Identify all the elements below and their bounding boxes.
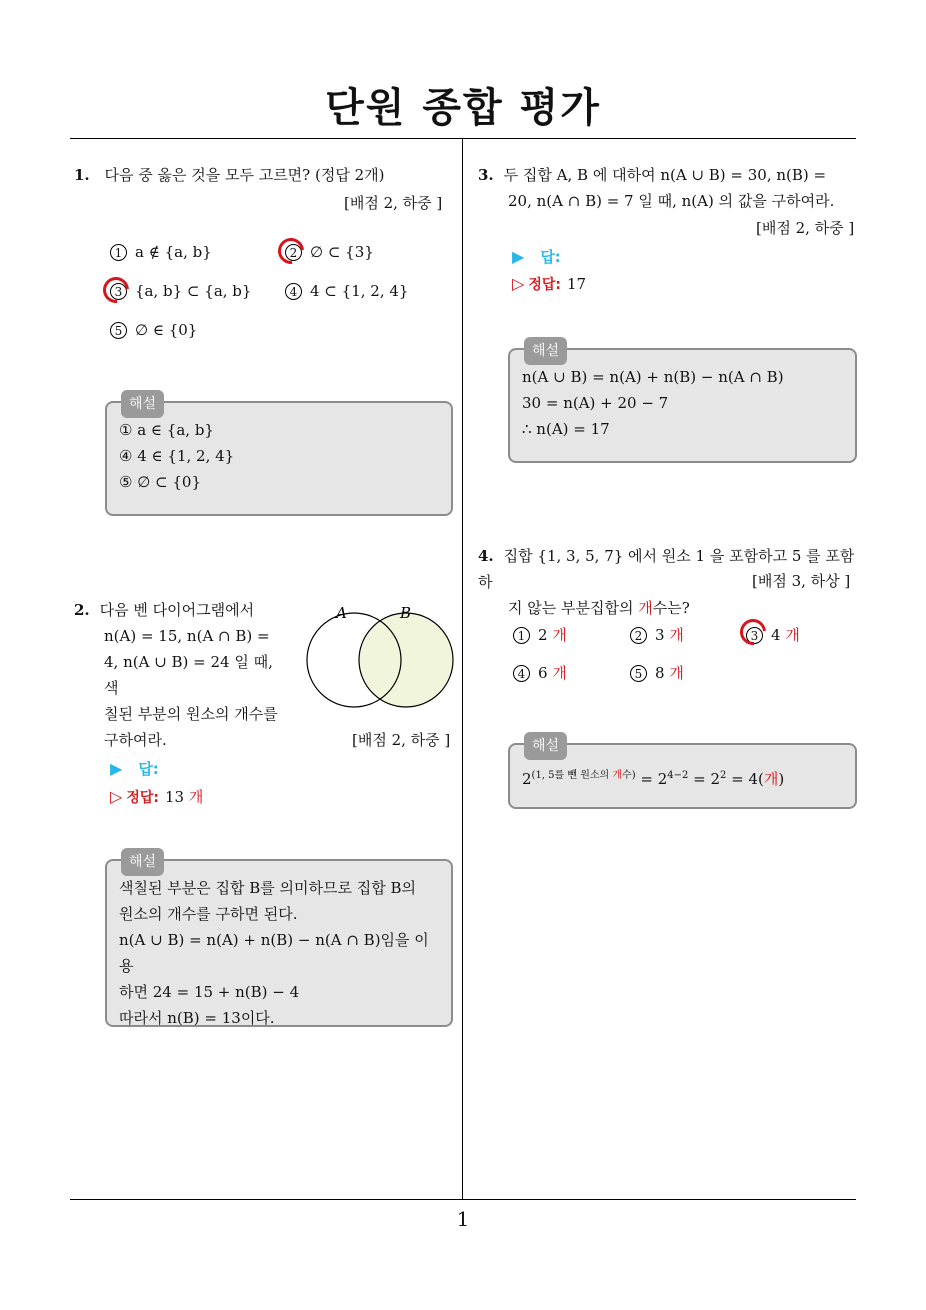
correct-arrow-icon: ▷ (110, 787, 123, 806)
option-1[interactable] (513, 624, 567, 645)
option-number: 1 (513, 627, 530, 644)
question-number: 3. (478, 166, 494, 184)
explanation-label: 해설 (524, 732, 567, 760)
option-value: 4 (771, 626, 781, 644)
correct-value: 17 (566, 275, 587, 293)
explanation-label: 해설 (524, 337, 567, 365)
option-value: 3 (655, 626, 665, 644)
answer-line (512, 246, 561, 267)
explanation-line: 원소의 개수를 구하면 된다. (119, 905, 298, 923)
question-meta: [배점 2, 하중 ] (756, 219, 855, 237)
question-1 (74, 162, 384, 188)
question-number: 2. (74, 601, 90, 619)
explanation-line: ∴ n(A) = 17 (522, 420, 610, 438)
question-meta: [배점 2, 하중 ] (344, 194, 443, 212)
explanation-box (508, 738, 857, 809)
question-text: 지 않는 부분집합의 (508, 599, 639, 617)
option-unit: 개 (669, 626, 684, 644)
page-title: 단원 종합 평가 (325, 85, 601, 131)
question-text: 다음 벤 다이어그램에서 (99, 601, 255, 619)
answer-label: 답: (540, 248, 561, 266)
option-unit: 개 (552, 626, 567, 644)
correct-unit: 개 (188, 788, 204, 806)
option-2[interactable] (630, 624, 684, 645)
option-value: 2 (538, 626, 548, 644)
option-3[interactable] (110, 282, 251, 300)
explanation-line: 30 = n(A) + 20 − 7 (522, 394, 669, 412)
explanation-text: (1, 5를 뺀 원소의 (531, 770, 613, 781)
option-5[interactable] (110, 321, 197, 339)
answer-line (110, 758, 159, 779)
explanation-line: 하면 24 = 15 + n(B) − 4 (119, 983, 300, 1001)
option-5[interactable] (630, 662, 684, 683)
question-text: n(A) = 15, n(A ∩ B) = (104, 627, 270, 645)
correct-answer-line (110, 786, 203, 807)
page-number: 1 (456, 1207, 470, 1231)
question-text: 집합 {1, 3, 5, 7} 에서 원소 1 을 포함하고 5 를 포함하 (478, 547, 855, 591)
answer-mark-icon (273, 233, 310, 270)
option-1[interactable] (110, 243, 212, 261)
question-number: 4. (478, 547, 494, 565)
explanation-box (105, 396, 453, 516)
question-meta: [배점 2, 하중 ] (352, 731, 451, 749)
option-text: a ∉ {a, b} (135, 243, 212, 261)
question-2 (74, 597, 284, 753)
option-4[interactable] (513, 662, 567, 683)
question-text: 20, n(A ∩ B) = 7 일 때, n(A) 의 값을 구하여라. (508, 192, 835, 210)
explanation-line: n(A ∪ B) = n(A) + n(B) − n(A ∩ B) (522, 368, 784, 386)
explanation-box (508, 343, 857, 463)
option-4[interactable] (285, 282, 408, 300)
explanation-text: = 4( (726, 770, 764, 788)
explanation-text-highlight: 개 (612, 770, 623, 781)
option-unit: 개 (552, 664, 567, 682)
option-text: ∅ ∈ {0} (135, 321, 198, 339)
column-divider (462, 139, 463, 1199)
option-text: ∅ ⊂ {3} (310, 243, 374, 261)
answer-arrow-icon: ▶ (512, 247, 525, 266)
venn-diagram (288, 598, 460, 714)
question-text: 두 집합 A, B 에 대하여 n(A ∪ B) = 30, n(B) = (503, 166, 827, 184)
question-text: 구하여라. (104, 731, 167, 749)
explanation-line: ⑤ ∅ ⊂ {0} (119, 473, 202, 491)
option-number: 2 (285, 244, 302, 261)
explanation-label: 해설 (121, 848, 164, 876)
explanation-text: = 2 (688, 770, 721, 788)
correct-label: 정답: (126, 790, 159, 806)
option-unit: 개 (785, 626, 800, 644)
option-number: 5 (630, 665, 647, 682)
option-number: 4 (513, 665, 530, 682)
correct-value: 13 (164, 788, 185, 806)
explanation-line: 따라서 n(B) = 13이다. (119, 1009, 275, 1027)
explanation-line: ① a ∈ {a, b} (119, 421, 214, 439)
option-text: {a, b} ⊂ {a, b} (135, 282, 252, 300)
correct-arrow-icon: ▷ (512, 274, 525, 293)
question-text: 다음 중 옳은 것을 모두 고르면? (정답 2개) (104, 166, 385, 184)
option-number: 2 (630, 627, 647, 644)
option-text: 4 ⊂ {1, 2, 4} (310, 282, 409, 300)
correct-answer-line (512, 274, 586, 294)
venn-label-a: A (336, 604, 347, 622)
answer-arrow-icon: ▶ (110, 759, 123, 778)
question-3 (478, 162, 860, 214)
option-number: 4 (285, 283, 302, 300)
option-number: 3 (110, 283, 127, 300)
bottom-rule (70, 1199, 856, 1200)
option-value: 6 (538, 664, 548, 682)
option-unit: 개 (669, 664, 684, 682)
explanation-line: 색칠된 부분은 집합 B를 의미하므로 집합 B의 (119, 879, 416, 897)
question-text: 수는? (652, 599, 690, 617)
correct-label: 정답: (528, 277, 561, 293)
answer-mark-icon (98, 272, 135, 309)
explanation-text: 수) (622, 770, 636, 781)
explanation-line: n(A ∪ B) = n(A) + n(B) − n(A ∩ B)임을 이용 (119, 931, 429, 975)
question-text: 4, n(A ∪ B) = 24 일 때, 색 (104, 653, 273, 697)
option-number: 1 (110, 244, 127, 261)
answer-label: 답: (138, 760, 159, 778)
question-text-highlight: 개 (638, 599, 653, 617)
option-number: 5 (110, 322, 127, 339)
explanation-text: 2 (522, 770, 532, 788)
question-number: 1. (74, 166, 90, 184)
explanation-text: = 2 (635, 770, 668, 788)
option-number: 3 (746, 627, 763, 644)
explanation-text: 4−2 (667, 770, 689, 781)
explanation-box (105, 854, 453, 1027)
explanation-text: ) (778, 770, 785, 788)
explanation-label: 해설 (121, 390, 164, 418)
question-meta: [배점 3, 하상 ] (752, 572, 851, 590)
question-text: 칠된 부분의 원소의 개수를 (104, 705, 278, 723)
explanation-text: 2 (720, 770, 727, 781)
explanation-text-highlight: 개 (763, 770, 779, 788)
top-rule (70, 138, 856, 139)
option-value: 8 (655, 664, 665, 682)
venn-label-b: B (400, 604, 412, 622)
explanation-line: ④ 4 ∈ {1, 2, 4} (119, 447, 235, 465)
